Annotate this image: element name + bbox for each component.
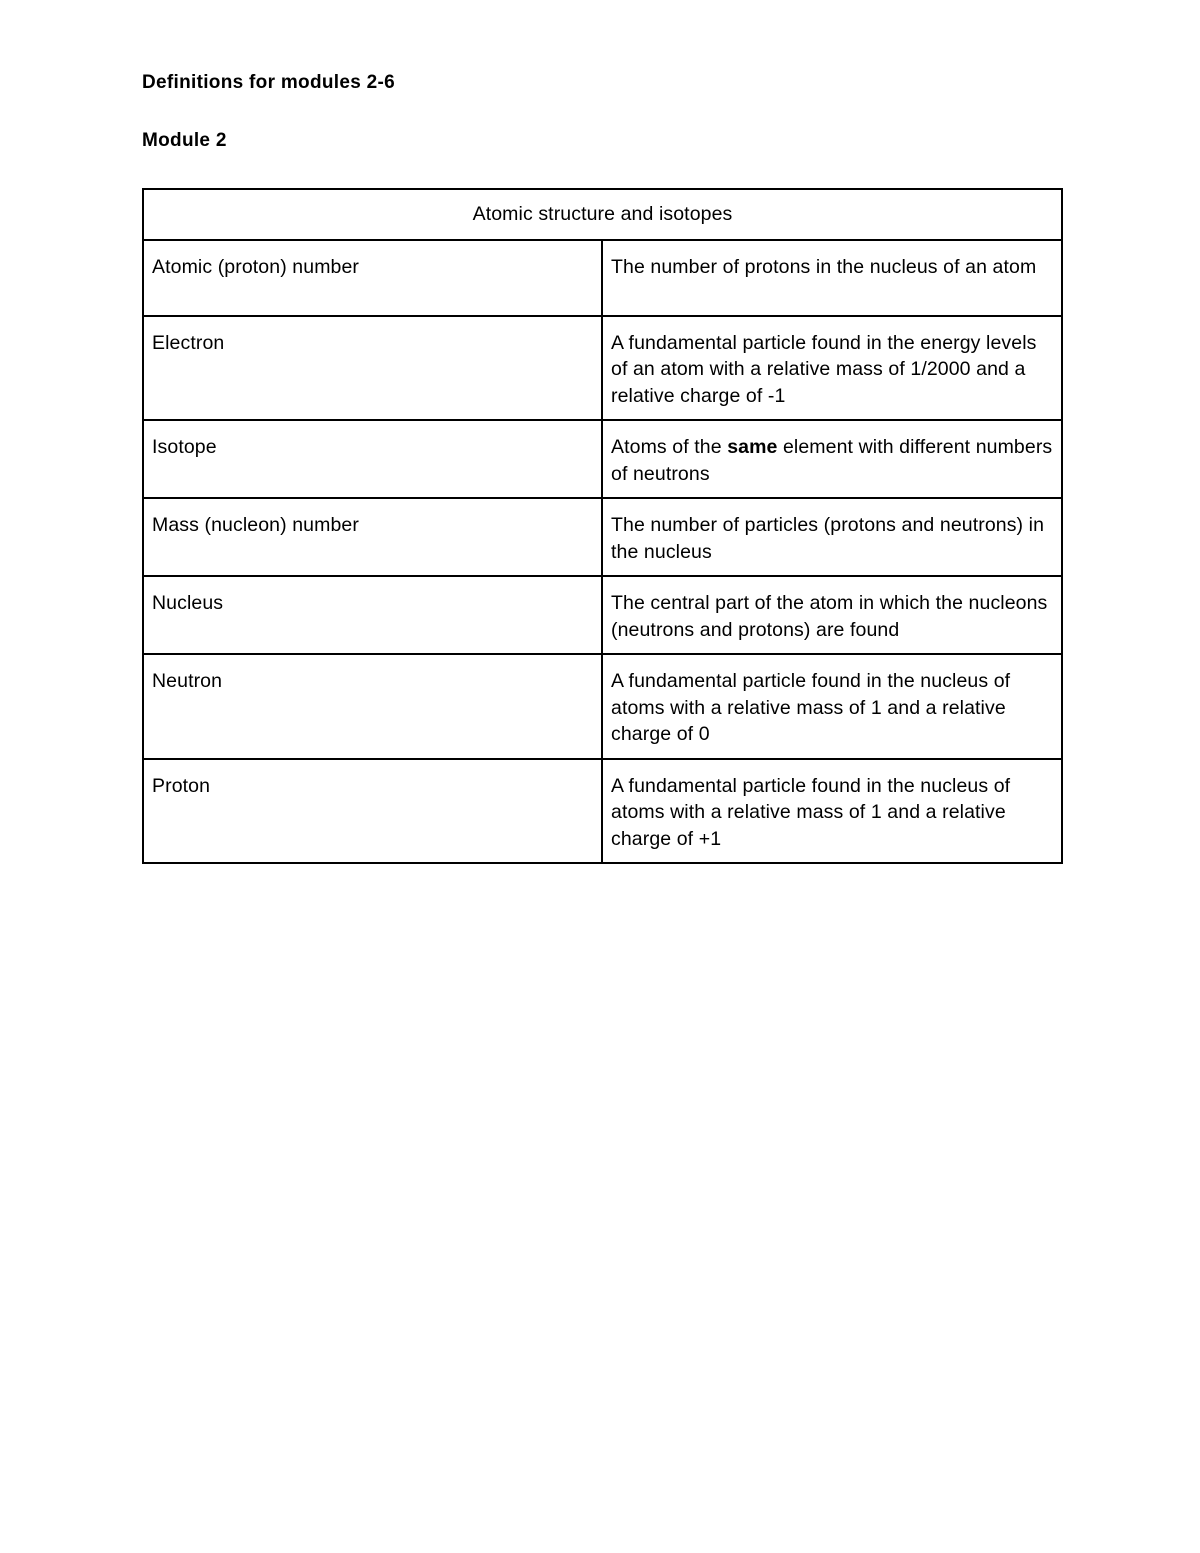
table-row [143, 420, 1062, 498]
table-row [143, 240, 1062, 316]
table-row [143, 654, 1062, 759]
definition-cell: The central part of the atom in which the nucleons (neutrons and protons) are found [602, 576, 1062, 654]
term-cell: Nucleus [143, 576, 602, 654]
table-row [143, 759, 1062, 864]
term-cell: Isotope [143, 420, 602, 498]
document-title: Definitions for modules 2-6 [142, 72, 396, 93]
definition-cell: A fundamental particle found in the energy levels of an atom with a relative mass of 1/2000 and a relative charge of -1 [602, 316, 1062, 421]
definition-cell: A fundamental particle found in the nucleus of atoms with a relative mass of 1 and a relative charge of +1 [602, 759, 1062, 864]
definition-text-before: Atoms of the [611, 436, 728, 458]
table-caption-row [143, 189, 1062, 240]
definition-text-after: element with different numbers of neutrons [611, 436, 1053, 485]
term-cell: Atomic (proton) number [143, 240, 602, 316]
table-row [143, 498, 1062, 576]
term-cell: Mass (nucleon) number [143, 498, 602, 576]
module-heading: Module 2 [142, 130, 227, 151]
definition-emphasis: same [727, 436, 778, 458]
definition-cell: A fundamental particle found in the nucleus of atoms with a relative mass of 1 and a relative charge of 0 [602, 654, 1062, 759]
table-row [143, 316, 1062, 421]
table-caption: Atomic structure and isotopes [143, 189, 1062, 240]
definition-cell [602, 420, 1062, 498]
table-row [143, 576, 1062, 654]
term-cell: Proton [143, 759, 602, 864]
definition-cell: The number of particles (protons and neutrons) in the nucleus [602, 498, 1062, 576]
definition-cell: The number of protons in the nucleus of an atom [602, 240, 1062, 316]
term-cell: Electron [143, 316, 602, 421]
term-cell: Neutron [143, 654, 602, 759]
definitions-table [142, 188, 1063, 864]
